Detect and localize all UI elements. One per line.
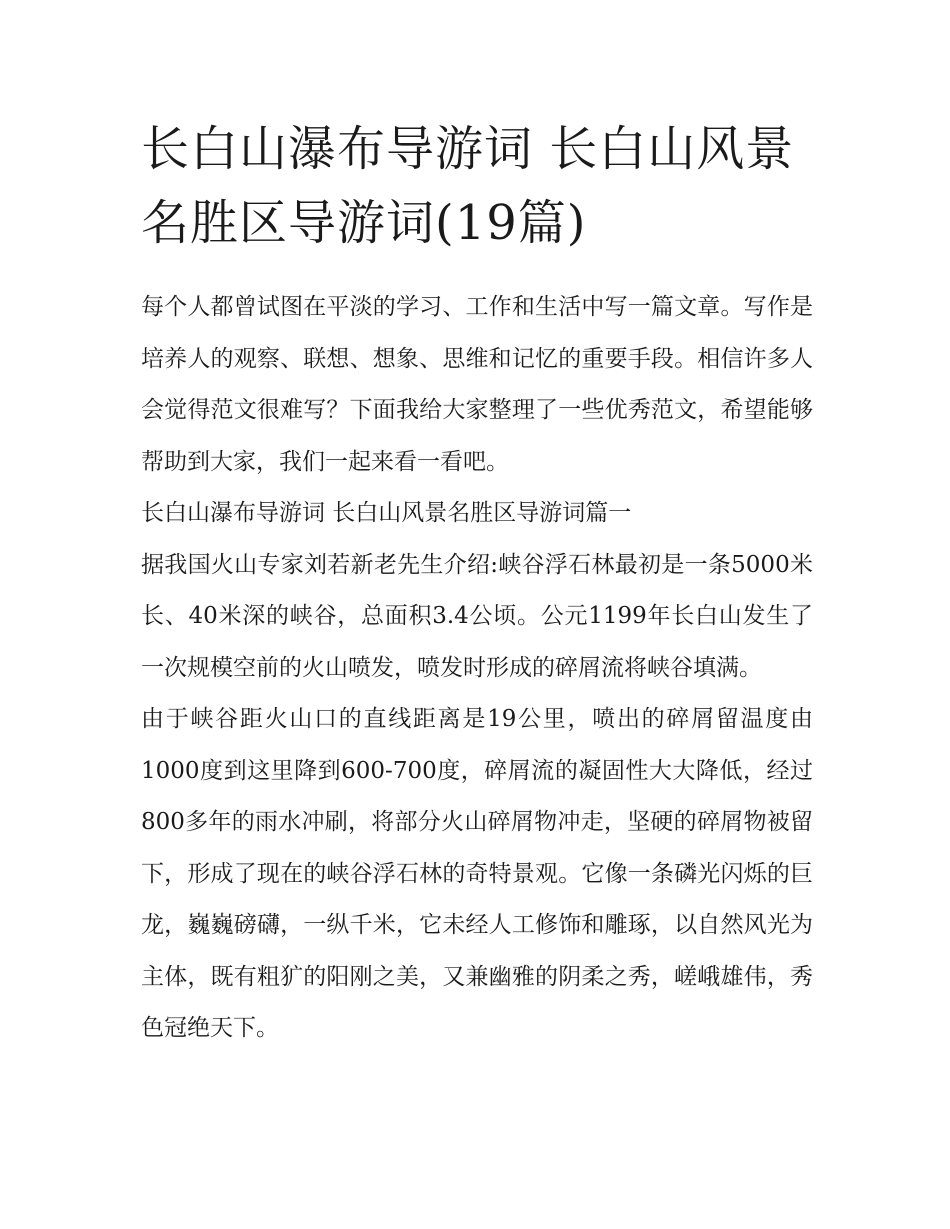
body-paragraph-1: 据我国火山专家刘若新老先生介绍:峡谷浮石林最初是一条5000米长、40米深的峡谷，总面积3.4公顷。公元1199年长白山发生了一次规模空前的火山喷发，喷发时形成的碎屑流将峡谷填满。 [141, 551, 813, 681]
document-title: 长白山瀑布导游词 长白山风景名胜区导游词(19篇) [141, 121, 795, 251]
body-paragraph-2: 由于峡谷距火山口的直线距离是19公里，喷出的碎屑留温度由1000度到这里降到600-700度，碎屑流的凝固性大大降低，经过800多年的雨水冲刷，将部分火山碎屑物冲走，坚硬的碎屑物被留下，形成了现在的峡谷浮石林的奇特景观。它像一条磷光闪烁的巨龙，巍巍磅礴，一纵千米，它未经人工修饰和雕琢，以自然风光为主体，既有粗犷的阳刚之美，又兼幽雅的阴柔之秀，嵯峨雄伟，秀色冠绝天下。 [141, 706, 813, 1041]
section-heading: 长白山瀑布导游词 长白山风景名胜区导游词篇一 [141, 500, 632, 526]
intro-paragraph: 每个人都曾试图在平淡的学习、工作和生活中写一篇文章。写作是培养人的观察、联想、想象、思维和记忆的重要手段。相信许多人会觉得范文很难写？下面我给大家整理了一些优秀范文，希望能够帮助到大家，我们一起来看一看吧。 [141, 294, 813, 475]
document-page [141, 112, 813, 1055]
